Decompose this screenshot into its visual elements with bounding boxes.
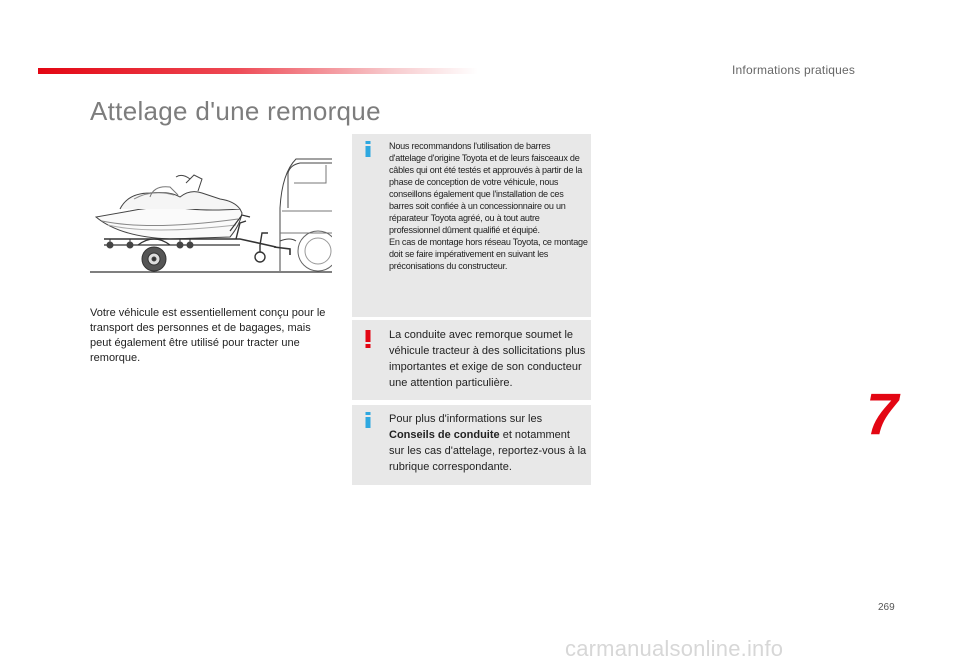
chapter-number: 7 [866,382,899,447]
warning-icon [364,330,372,353]
page-title: Attelage d'une remorque [90,96,381,126]
info-box-text [389,140,589,272]
header-accent-bar [38,68,478,74]
info-box-text-part-1: Nous recommandons l'utilisation de barres d'attelage d'origine Toyota et de leurs faisceaux de câbles qui ont été testés et approuvés à partir de la phase de conception de votre véhicule, nous conseillons également que l'installation de ces barres soit confiée à un concessionnaire ou un réparateur Toyota agréé, ou à tout autre professionnel dûment qualifié et équipé. [389,141,583,235]
page-number: 269 [878,602,895,613]
section-title: Informations pratiques [732,63,856,77]
jetski-trailer-illustration [90,153,332,275]
info-text-before: Pour plus d'informations sur les [389,413,543,425]
warning-box [352,320,591,400]
driving-advice-link-text: Conseils de conduite [389,429,500,441]
info-box-hitch-recommendation [352,134,591,317]
info-box-driving-advice [352,405,591,485]
info-icon [364,141,372,162]
warning-text: La conduite avec remorque soumet le véhicule tracteur à des sollicitations plus importantes et exige de son conducteur une attention particulière. [389,329,586,389]
info-box-text-part-2: En cas de montage hors réseau Toyota, ce montage doit se faire impérativement en suivant les préconisations du constructeur. [389,237,588,271]
intro-paragraph: Votre véhicule est essentiellement conçu pour le transport des personnes et de bagages, mais peut également être utilisé pour tracter une remorque. [90,307,326,364]
info-box-text [389,411,587,475]
watermark: carmanualsonline.info [565,636,784,661]
info-text-after: et notamment sur les cas d'attelage, reportez-vous à la rubrique correspondante. [389,429,587,473]
info-icon [364,412,372,433]
